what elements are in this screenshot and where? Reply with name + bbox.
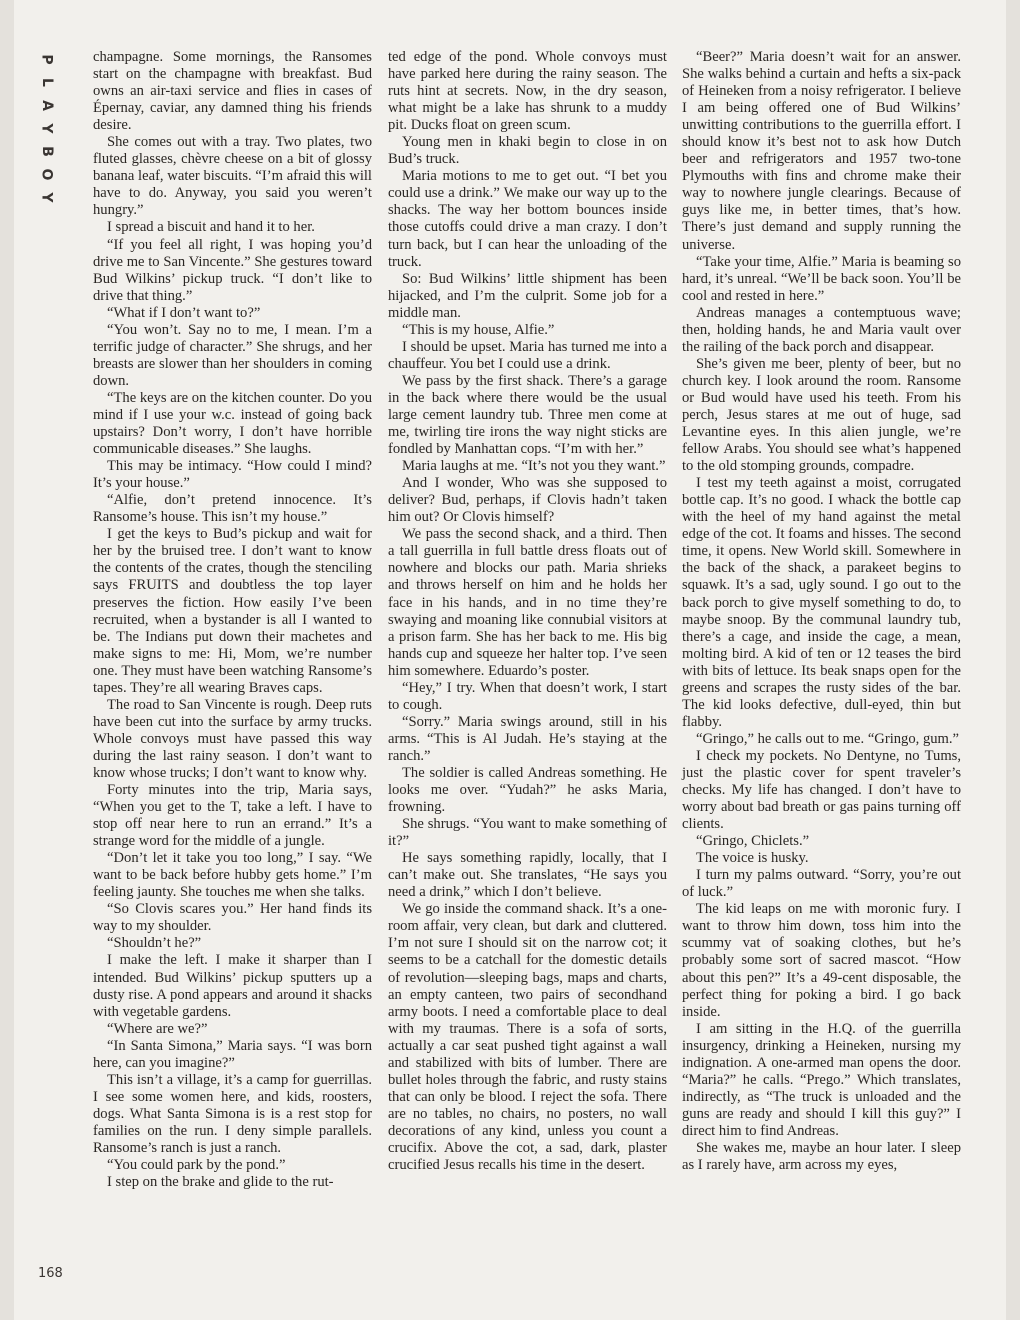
masthead-letter: Y — [38, 192, 55, 203]
paragraph: ted edge of the pond. Whole convoys must have parked here during the rainy season. The ruts hint at secrets. Now, in the dry season, what might be a lake has shrunk to a muddy pit. Ducks float on green scum. — [388, 49, 667, 134]
paragraph: I should be upset. Maria has turned me into a chauffeur. You bet I could use a drink. — [388, 338, 667, 372]
paragraph: I get the keys to Bud’s pickup and wait for her by the bruised tree. I don’t want to know the contents of the crates, though the stenciling says FRUITS and doubtless the top layer preserves the fiction. How easily I’ve been recruited, when a bystander is all I wanted to be. The Indians put down their machetes and make signs to me: Hi, Mom, we’re number one. They must have been watching Ransome’s tapes. They’re all wearing Braves caps. — [93, 526, 372, 696]
paragraph: “Beer?” Maria doesn’t wait for an answer. She walks behind a curtain and hefts a six-pack of Heineken from a noisy refrigerator. I believe I am being offered one of Bud Wilkins’ unwitting contributions to the guerrilla effort. I should know it’s best not to ask how Dutch beer and refrigerators and 1957 two-tone Plymouths with fins and chrome make their way to nowhere jungle clearings. Because of guys like me, in better times, that’s how. There’s just demand and supply running the universe. — [682, 49, 961, 253]
paragraph: “Don’t let it take you too long,” I say. “We want to be back before hubby gets home.” I’m feeling jaunty. She touches me when she talks. — [93, 850, 372, 901]
paragraph: The road to San Vincente is rough. Deep ruts have been cut into the surface by army trucks. Whole convoys must have passed this way during the last rainy season. I don’t want to know whose trucks; I don’t want to know why. — [93, 696, 372, 781]
paragraph: “Take your time, Alfie.” Maria is beaming so hard, it’s unreal. “We’ll be back soon. You’ll be cool and rested in here.” — [682, 253, 961, 304]
paragraph: I make the left. I make it sharper than I intended. Bud Wilkins’ pickup sputters up a dusty rise. A pond appears and around it shacks with vegetable gardens. — [93, 952, 372, 1020]
paragraph: “What if I don’t want to?” — [107, 304, 261, 321]
paragraph: This may be intimacy. “How could I mind? It’s your house.” — [93, 458, 372, 492]
paragraph: The voice is husky. — [696, 850, 809, 867]
paragraph: I step on the brake and glide to the rut- — [107, 1174, 334, 1191]
masthead-letter: O — [38, 168, 55, 181]
paragraph: “Gringo,” he calls out to me. “Gringo, gum.” — [696, 730, 960, 747]
playboy-masthead — [36, 48, 56, 209]
paragraph: We pass the second shack, and a third. Then a tall guerrilla in full battle dress floats out of nowhere and blocks our path. Maria shrieks and throws herself on him and he holds her face in his hands, and in no time they’re swaying and moaning like connubial visitors at a prison farm. She has her back to me. His big hands cup and squeeze her halter top. I’ve seen him somewhere. Eduardo’s poster. — [388, 526, 667, 679]
paragraph: She’s given me beer, plenty of beer, but no church key. I look around the room. Ransome or Bud would have used his teeth. From his perch, Jesus stares at me out of huge, sad Levantine eyes. In this alien jungle, we’re fellow Arabs. You should see what’s happened to the old stomping grounds, compadre. — [682, 355, 961, 475]
masthead-letter: B — [38, 146, 55, 157]
paragraph: “If you feel all right, I was hoping you’d drive me to San Vincente.” She gestures toward Bud Wilkins’ pickup truck. “I don’t like to drive that thing.” — [93, 236, 372, 304]
paragraph: I spread a biscuit and hand it to her. — [107, 219, 315, 236]
paragraph: “You could park by the pond.” — [107, 1157, 286, 1174]
paragraph: Young men in khaki begin to close in on Bud’s truck. — [388, 134, 667, 168]
text-column-1 — [93, 49, 372, 1191]
paragraph: She shrugs. “You want to make something of it?” — [388, 816, 667, 850]
paragraph: She wakes me, maybe an hour later. I sleep as I rarely have, arm across my eyes, — [682, 1140, 961, 1174]
paragraph: I test my teeth against a moist, corrugated bottle cap. It’s no good. I whack the bottle cap with the heel of my hand against the metal edge of the cot. It foams and hisses. The second time, it opens. New World skill. Somewhere in the back of the shack, a parakeet begins to squawk. It’s a sad, ugly sound. I go out to the back porch to give myself something to do, to maybe snoop. By the communal laundry tub, there’s a cage, and inside the cage, a mean, molting bird. A kid of ten or 12 teases the bird with bits of lettuce. Its beak snaps open for the greens and scrapes the rusty sides of the bar. The kid looks defective, dull-eyed, thin but flabby. — [682, 475, 961, 730]
paragraph: And I wonder, Who was she supposed to deliver? Bud, perhaps, if Clovis hadn’t taken him out? Or Clovis himself? — [388, 475, 667, 526]
paragraph: “Hey,” I try. When that doesn’t work, I start to cough. — [388, 679, 667, 713]
masthead-letter: L — [38, 78, 55, 87]
magazine-page — [14, 0, 1006, 1320]
paragraph: The soldier is called Andreas something. He looks me over. “Yudah?” he asks Maria, frowning. — [388, 764, 667, 816]
paragraph: The kid leaps on me with moronic fury. I want to throw him down, toss him into the scummy vat of soaking clothes, but he’s probably some sort of sacred mascot. “How about this pen?” It’s a 49-cent disposable, the perfect thing for poking a bird. I go back inside. — [682, 901, 961, 1020]
paragraph: I turn my palms outward. “Sorry, you’re out of luck.” — [682, 867, 961, 901]
paragraph: “Gringo, Chiclets.” — [696, 833, 810, 850]
paragraph: “You won’t. Say no to me, I mean. I’m a terrific judge of character.” She shrugs, and her breasts are slower than her shoulders in coming down. — [93, 321, 372, 389]
text-column-3 — [682, 49, 961, 1174]
paragraph: “Alfie, don’t pretend innocence. It’s Ransome’s house. This isn’t my house.” — [93, 492, 372, 526]
paragraph: Maria motions to me to get out. “I bet you could use a drink.” We make our way up to the shacks. The way her bottom bounces inside those cutoffs could drive a man crazy. I don’t turn back, but I can hear the unloading of the truck. — [388, 168, 667, 270]
paragraph: Andreas manages a contemptuous wave; then, holding hands, he and Maria vault over the railing of the back porch and disappear. — [682, 304, 961, 355]
paragraph: Maria laughs at me. “It’s not you they want.” — [402, 458, 666, 475]
paragraph: This isn’t a village, it’s a camp for guerrillas. I see some women here, and kids, roosters, dogs. What Santa Simona is is a rest stop for families on the run. I deny simple parallels. Ransome’s ranch is just a ranch. — [93, 1071, 372, 1156]
paragraph: champagne. Some mornings, the Ransomes start on the champagne with breakfast. Bud owns an air-taxi service and flies in cases of Épernay, caviar, any damned thing his friends desire. — [93, 49, 372, 134]
paragraph: I check my pockets. No Dentyne, no Tums, just the plastic cover for spent traveler’s checks. My life has changed. I don’t have to worry about bad breath or gas pains turning off clients. — [682, 747, 961, 833]
paragraph: So: Bud Wilkins’ little shipment has been hijacked, and I’m the culprit. Some job for a middle man. — [388, 270, 667, 321]
page-number: 168 — [38, 1266, 63, 1281]
paragraph: “Sorry.” Maria swings around, still in his arms. “This is Al Judah. He’s staying at the ranch.” — [388, 713, 667, 764]
paragraph: She comes out with a tray. Two plates, two fluted glasses, chèvre cheese on a bit of glossy banana leaf, water biscuits. “I’m afraid this will have to do. Anyway, you said you weren’t hungry.” — [93, 134, 372, 219]
paragraph: “So Clovis scares you.” Her hand finds its way to my shoulder. — [93, 901, 372, 935]
paragraph: We go inside the command shack. It’s a one-room affair, very clean, but dark and cluttered. I’m not sure I should sit on the narrow cot; it seems to be a catchall for the domestic details of revolution—sleeping bags, maps and charts, an empty canteen, two pairs of secondhand army boots. I need a comfortable place to deal with my traumas. There is a sofa of sorts, actually a car seat pushed tight against a wall and stabilized with bits of lumber. There are bullet holes through the fabric, and rusty stains that can only be blood. I reject the sofa. There are no tables, no chairs, no posters, no wall decorations of any kind, unless you count a crucifix. Above the cot, a sad, dark, plaster crucified Jesus recalls his time in the desert. — [388, 901, 667, 1174]
paragraph: “This is my house, Alfie.” — [402, 321, 555, 338]
masthead-letter: P — [38, 54, 55, 65]
paragraph: He says something rapidly, locally, that I can’t make out. She translates, “He says you need a drink,” which I don’t believe. — [388, 850, 667, 901]
paragraph: “The keys are on the kitchen counter. Do you mind if I use your w.c. instead of going back upstairs? Don’t worry, I don’t have horrible communicable diseases.” She laughs. — [93, 389, 372, 458]
text-column-2 — [388, 49, 667, 1174]
masthead-letter: A — [38, 100, 55, 111]
paragraph: “In Santa Simona,” Maria says. “I was born here, can you imagine?” — [93, 1037, 372, 1071]
paragraph: We pass by the first shack. There’s a garage in the back where there would be the usual large cement laundry tub. Three men come at me, twirling tire irons the way night sticks are fondled by Manhattan cops. “I’m with her.” — [388, 372, 667, 458]
masthead-letter: Y — [38, 123, 55, 134]
paragraph: “Where are we?” — [107, 1020, 208, 1037]
paragraph: I am sitting in the H.Q. of the guerrilla insurgency, drinking a Heineken, nursing my indignation. A one-armed man opens the door. “Maria?” he calls. “Prego.” Which translates, indirectly, as “The truck is unloaded and the guns are ready and should I kill this guy?” I direct him to find Andreas. — [682, 1020, 961, 1139]
paragraph: “Shouldn’t he?” — [107, 935, 202, 952]
paragraph: Forty minutes into the trip, Maria says, “When you get to the T, take a left. I have to stop off near here to run an errand.” It’s a strange word for the middle of a jungle. — [93, 782, 372, 850]
